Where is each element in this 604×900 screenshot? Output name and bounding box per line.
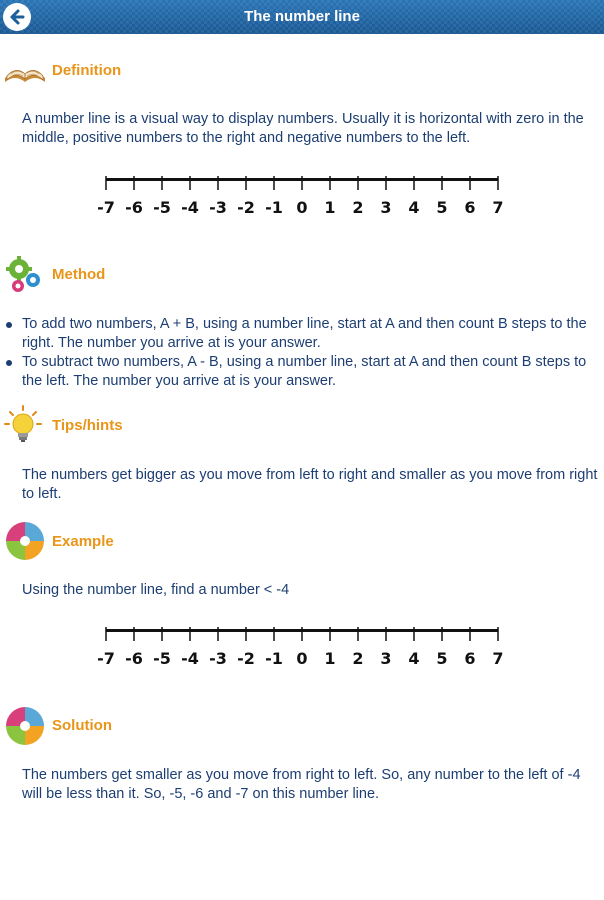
tick-label: 3 — [380, 649, 392, 668]
definition-text: A number line is a visual way to display numbers. Usually it is horizontal with zero in the middle, positive numbers to the right and negative numbers to the left. — [22, 111, 584, 146]
list-item — [0, 315, 604, 353]
tick-label: 1 — [324, 198, 336, 217]
example-text: Using the number line, find a number < -4 — [22, 582, 290, 598]
tick-label: 6 — [464, 198, 476, 217]
tips-text: The numbers get bigger as you move from left to right and smaller as you move from right to left. — [22, 467, 598, 502]
tick-label: -3 — [209, 198, 227, 217]
number-line-1 — [95, 176, 515, 226]
method-item-2: To subtract two numbers, A - B, using a number line, start at A and then count B steps to the left. The number you arrive at is your answer. — [22, 354, 587, 389]
tick-label: 1 — [324, 649, 336, 668]
section-title-method: Method — [52, 266, 106, 283]
page-title: The number line — [244, 8, 360, 25]
tick-label: -5 — [153, 198, 171, 217]
tick-label: 4 — [408, 649, 420, 668]
tick-label: -1 — [265, 649, 283, 668]
tick-label: 4 — [408, 198, 420, 217]
tick-label: 0 — [296, 198, 308, 217]
section-title-definition: Definition — [52, 62, 122, 79]
gears-icon — [3, 255, 47, 295]
number-line-1-axis — [95, 176, 515, 196]
bullet-dot — [6, 322, 12, 328]
tick-label: -2 — [237, 198, 255, 217]
tick-label: 5 — [436, 198, 448, 217]
list-item — [0, 353, 604, 391]
method-list — [0, 315, 604, 391]
tick-label: -6 — [125, 198, 143, 217]
tick-label: -3 — [209, 649, 227, 668]
tick-label: -7 — [97, 649, 115, 668]
solution-text: The numbers get smaller as you move from right to left. So, any number to the left of -4 will be less than it. So, -5, -6 and -7 on this number line. — [22, 767, 581, 802]
tick-label: 2 — [352, 649, 364, 668]
tick-label: 3 — [380, 198, 392, 217]
number-line-2-axis — [95, 627, 515, 647]
tick-label: 5 — [436, 649, 448, 668]
lightbulb-icon — [3, 405, 47, 445]
method-item-1: To add two numbers, A + B, using a number line, start at A and then count B steps to the right. The number you arrive at is your answer. — [22, 316, 587, 351]
open-book-icon — [3, 52, 47, 92]
tick-label: -4 — [181, 198, 199, 217]
bullet-dot — [6, 360, 12, 366]
section-title-solution: Solution — [52, 717, 112, 734]
section-title-example: Example — [52, 533, 114, 550]
tick-label: -5 — [153, 649, 171, 668]
number-line-2 — [95, 627, 515, 677]
tick-label: 7 — [492, 198, 504, 217]
tick-label: -4 — [181, 649, 199, 668]
puzzle-icon — [3, 706, 47, 746]
tick-label: 0 — [296, 649, 308, 668]
tick-label: -2 — [237, 649, 255, 668]
tick-label: 2 — [352, 198, 364, 217]
tick-label: 6 — [464, 649, 476, 668]
section-title-tips: Tips/hints — [52, 417, 123, 434]
tick-label: 7 — [492, 649, 504, 668]
puzzle-icon — [3, 521, 47, 561]
tick-label: -1 — [265, 198, 283, 217]
top-app-bar — [0, 0, 604, 34]
tick-label: -6 — [125, 649, 143, 668]
tick-label: -7 — [97, 198, 115, 217]
